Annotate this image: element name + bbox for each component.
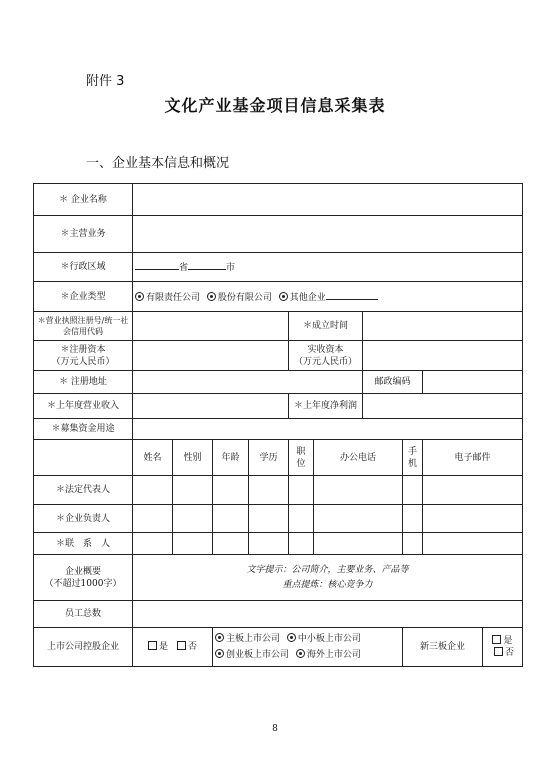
label-main-business: ＊主营业务 — [34, 216, 133, 253]
overview-hint-2: 重点提炼：核心竞争力 — [282, 579, 373, 590]
col-position: 职 位 — [289, 440, 314, 476]
contact-gender[interactable] — [173, 533, 213, 555]
row-region — [34, 253, 523, 282]
col-education: 学历 — [249, 440, 289, 476]
neeq-option-no: 否 — [504, 648, 514, 658]
row-license — [34, 312, 523, 341]
other-type-blank[interactable] — [326, 290, 378, 300]
label-company-type: ＊企业类型 — [34, 282, 133, 312]
paid-capital-field[interactable] — [363, 341, 523, 371]
row-company-type — [34, 282, 523, 312]
listed-holding-choice[interactable] — [133, 628, 213, 667]
head-gender[interactable] — [173, 505, 213, 533]
option-llc: 有限责任公司 — [146, 292, 201, 303]
neeq-choice[interactable] — [483, 628, 523, 667]
label-established: ＊成立时间 — [289, 312, 363, 341]
document-title: 文化产业基金项目信息采集表 — [164, 96, 386, 115]
legal-rep-phone[interactable] — [314, 476, 403, 505]
radio-main-board-icon[interactable] — [215, 633, 224, 642]
province-label: 省 — [179, 263, 189, 273]
option-no: 否 — [187, 642, 197, 652]
row-address — [34, 371, 523, 394]
neeq-no-icon[interactable] — [494, 647, 503, 656]
contact-position[interactable] — [289, 533, 314, 555]
overview-hint-1: 文字提示：公司简介，主要业务、产品等 — [246, 564, 409, 575]
legal-rep-email[interactable] — [423, 476, 523, 505]
established-field[interactable] — [363, 312, 523, 341]
label-listed-holding: 上市公司控股企业 — [34, 628, 133, 667]
profit-field[interactable] — [363, 394, 523, 419]
city-blank[interactable] — [188, 260, 226, 270]
row-company-name — [34, 184, 523, 216]
row-capital — [34, 341, 523, 371]
region-field[interactable] — [133, 253, 523, 282]
row-legal-rep — [34, 476, 523, 505]
checkbox-yes-icon[interactable] — [148, 641, 157, 650]
neeq-option-yes: 是 — [503, 636, 513, 646]
label-legal-rep: ＊法定代表人 — [34, 476, 133, 505]
label-postal-code: 邮政编码 — [363, 371, 423, 394]
registered-address-field[interactable] — [133, 371, 363, 394]
checkbox-no-icon[interactable] — [177, 641, 186, 650]
legal-rep-education[interactable] — [249, 476, 289, 505]
option-sme-board: 中小板上市公司 — [297, 634, 361, 644]
company-name-field[interactable] — [133, 184, 523, 216]
col-email: 电子邮件 — [423, 440, 523, 476]
option-yes: 是 — [159, 642, 169, 652]
label-license-no: ＊营业执照注册号/统一社会信用代码 — [34, 312, 133, 341]
label-overview: 企业概要 （不超过1000字） — [34, 555, 133, 601]
legal-rep-position[interactable] — [289, 476, 314, 505]
label-region: ＊行政区域 — [34, 253, 133, 282]
row-person-header — [34, 440, 523, 476]
label-employees: 员工总数 — [34, 601, 133, 628]
label-contact: ＊联 系 人 — [34, 533, 133, 555]
legal-rep-gender[interactable] — [173, 476, 213, 505]
label-last-year-revenue: ＊上年度营业收入 — [34, 394, 133, 419]
postal-code-field[interactable] — [423, 371, 523, 394]
legal-rep-name[interactable] — [133, 476, 173, 505]
attachment-label: 附件 3 — [86, 74, 125, 89]
col-office-phone: 办公电话 — [314, 440, 403, 476]
radio-other-icon[interactable] — [279, 292, 288, 301]
radio-joint-stock-icon[interactable] — [207, 292, 216, 301]
row-fund-use — [34, 419, 523, 440]
radio-overseas-icon[interactable] — [296, 649, 305, 658]
label-neeq: 新三板企业 — [403, 628, 483, 667]
row-contact — [34, 533, 523, 555]
neeq-yes-icon[interactable] — [492, 635, 501, 644]
row-main-business — [34, 216, 523, 253]
radio-growth-board-icon[interactable] — [215, 649, 224, 658]
legal-rep-mobile[interactable] — [403, 476, 423, 505]
row-overview — [34, 555, 523, 601]
col-age: 年龄 — [213, 440, 249, 476]
col-name: 姓名 — [133, 440, 173, 476]
page-number: 8 — [272, 724, 278, 734]
label-last-year-profit: ＊上年度净利润 — [289, 394, 363, 419]
head-education[interactable] — [249, 505, 289, 533]
listing-board-options[interactable] — [213, 628, 403, 667]
label-registered-address: ＊ 注册地址 — [34, 371, 133, 394]
contact-age[interactable] — [213, 533, 249, 555]
head-mobile[interactable] — [403, 505, 423, 533]
registered-capital-field[interactable] — [133, 341, 289, 371]
legal-rep-age[interactable] — [213, 476, 249, 505]
contact-phone[interactable] — [314, 533, 403, 555]
label-company-name: ＊ 企业名称 — [34, 184, 133, 216]
option-overseas: 海外上市公司 — [306, 650, 361, 660]
head-age[interactable] — [213, 505, 249, 533]
head-position[interactable] — [289, 505, 314, 533]
person-header-blank — [34, 440, 133, 476]
row-finance — [34, 394, 523, 419]
city-label: 市 — [226, 263, 236, 273]
option-main-board: 主板上市公司 — [226, 634, 281, 644]
radio-sme-board-icon[interactable] — [287, 633, 296, 642]
option-joint-stock: 股份有限公司 — [217, 292, 272, 303]
row-company-head — [34, 505, 523, 533]
contact-email[interactable] — [423, 533, 523, 555]
option-growth-board: 创业板上市公司 — [226, 650, 290, 660]
contact-education[interactable] — [249, 533, 289, 555]
license-no-field[interactable] — [133, 312, 289, 341]
option-other: 其他企业 — [289, 292, 326, 303]
revenue-field[interactable] — [133, 394, 289, 419]
contact-mobile[interactable] — [403, 533, 423, 555]
info-form-table — [33, 183, 523, 667]
row-listing — [34, 628, 523, 667]
overview-field[interactable] — [133, 555, 523, 601]
head-name[interactable] — [133, 505, 173, 533]
head-phone[interactable] — [314, 505, 403, 533]
employees-field[interactable] — [133, 601, 523, 628]
head-email[interactable] — [423, 505, 523, 533]
col-mobile: 手 机 — [403, 440, 423, 476]
label-company-head: ＊企业负责人 — [34, 505, 133, 533]
province-blank[interactable] — [135, 260, 179, 270]
row-employees — [34, 601, 523, 628]
label-paid-capital: 实收资本 （万元人民币） — [289, 341, 363, 371]
section-heading: 一、企业基本信息和概况 — [86, 156, 230, 171]
label-registered-capital: ＊注册资本 （万元人民币） — [34, 341, 133, 371]
radio-llc-icon[interactable] — [135, 292, 144, 301]
fund-use-field[interactable] — [133, 419, 523, 440]
main-business-field[interactable] — [133, 216, 523, 253]
label-fund-use: ＊募集资金用途 — [34, 419, 133, 440]
contact-name[interactable] — [133, 533, 173, 555]
col-gender: 性别 — [173, 440, 213, 476]
company-type-field[interactable] — [133, 282, 523, 312]
